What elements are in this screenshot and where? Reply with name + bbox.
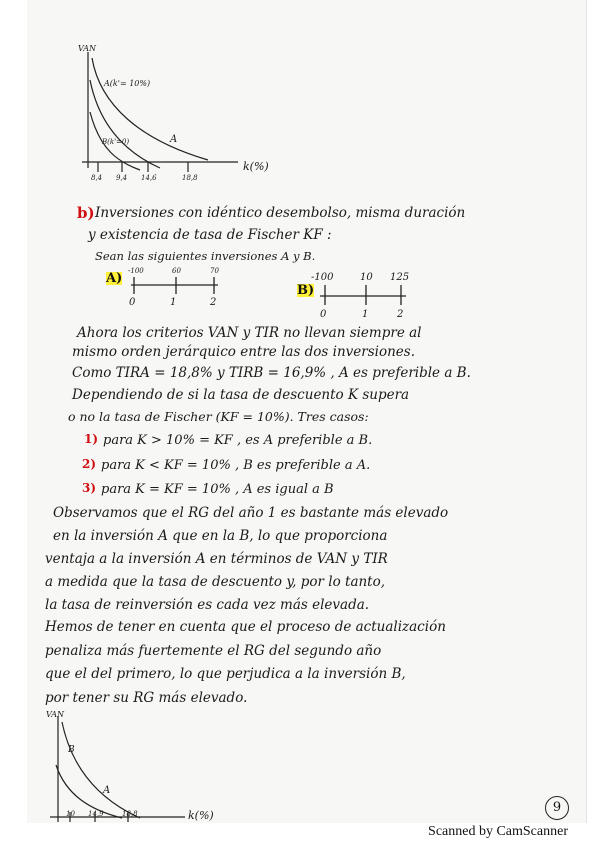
- graph-bottom-tick: 14,9: [88, 810, 104, 818]
- graph-top-curve-label-mid: B(k'=0): [102, 138, 130, 146]
- section-b-line-2: y existencia de tasa de Fischer KF :: [88, 227, 332, 243]
- obs-line: la tasa de reinversión es cada vez más elevada.: [45, 597, 370, 613]
- obs-line: Observamos que el RG del año 1 es bastante más elevado: [53, 505, 449, 521]
- page-number: 9: [545, 796, 569, 820]
- obs-line: que el del primero, lo que perjudica a la inversión B,: [45, 666, 406, 682]
- investment-b-period: 1: [362, 309, 369, 320]
- obs-line: penaliza más fuertemente el RG del segundo año: [45, 643, 382, 659]
- case-text: para K > 10% = KF , es A preferible a B.: [103, 433, 373, 448]
- graph-bottom-x-label: k(%): [188, 809, 214, 822]
- section-b-line-1: Inversiones con idéntico desembolso, misma duración: [95, 205, 466, 221]
- case-text: para K < KF = 10% , B es preferible a A.: [101, 458, 371, 473]
- investment-a-label: A): [106, 271, 123, 286]
- graph-top-tick: 14,6: [141, 174, 157, 182]
- investment-b-label: B): [297, 283, 315, 298]
- investment-b-flow: 10: [360, 272, 373, 283]
- graph-top-y-label: VAN: [78, 44, 97, 53]
- investment-a-period: 1: [170, 297, 177, 308]
- section-letter: b): [77, 204, 95, 222]
- investment-b-flow: 125: [390, 272, 410, 283]
- graph-bottom-y-label: VAN: [46, 710, 65, 719]
- body-line: o no la tasa de Fischer (KF = 10%). Tres casos:: [68, 409, 369, 424]
- graph-bottom-tick: 10: [66, 810, 75, 818]
- case-number: 1): [84, 432, 99, 446]
- investment-a-flow: -100: [128, 267, 144, 275]
- obs-line: ventaja a la inversión A en términos de VAN y TIR: [45, 551, 388, 567]
- graph-top-curve-label-a: A: [170, 134, 178, 145]
- investment-a-flow: 60: [172, 267, 181, 275]
- case-text: para K = KF = 10% , A es igual a B: [101, 482, 334, 497]
- obs-line: a medida que la tasa de descuento y, por lo tanto,: [45, 574, 386, 590]
- graph-top-tick: 9,4: [116, 174, 128, 182]
- graph-top-curve-label-upper: A(k'= 10%): [104, 79, 151, 88]
- body-line: Dependiendo de si la tasa de descuento K supera: [72, 387, 410, 403]
- investment-a-period: 0: [129, 297, 136, 308]
- investment-b-period: 0: [320, 309, 327, 320]
- investment-b-flow: -100: [311, 272, 334, 283]
- case-number: 3): [82, 481, 97, 495]
- scanner-footer: Scanned by CamScanner: [428, 824, 568, 839]
- investment-a-period: 2: [210, 297, 217, 308]
- graph-bottom-tick: 18,8: [122, 810, 138, 818]
- graph-bottom-curve-label-a: A: [103, 785, 111, 796]
- body-line: Ahora los criterios VAN y TIR no llevan siempre al: [77, 325, 422, 341]
- graph-bottom-curve-label-b: B: [68, 745, 75, 755]
- graph-top-tick: 8,4: [91, 174, 103, 182]
- investment-a-flow: 70: [210, 267, 219, 275]
- graph-top-x-label: k(%): [243, 160, 269, 173]
- obs-line: en la inversión A que en la B, lo que proporciona: [53, 528, 388, 544]
- section-b-line-3: Sean las siguientes inversiones A y B.: [95, 249, 316, 263]
- obs-line: Hemos de tener en cuenta que el proceso de actualización: [45, 619, 446, 635]
- graph-top-tick: 18,8: [182, 174, 198, 182]
- body-line: mismo orden jerárquico entre las dos inversiones.: [72, 344, 416, 360]
- obs-line: por tener su RG más elevado.: [45, 690, 248, 706]
- investment-b-period: 2: [397, 309, 404, 320]
- body-line: Como TIRA = 18,8% y TIRB = 16,9% , A es preferible a B.: [72, 365, 471, 381]
- case-number: 2): [82, 457, 97, 471]
